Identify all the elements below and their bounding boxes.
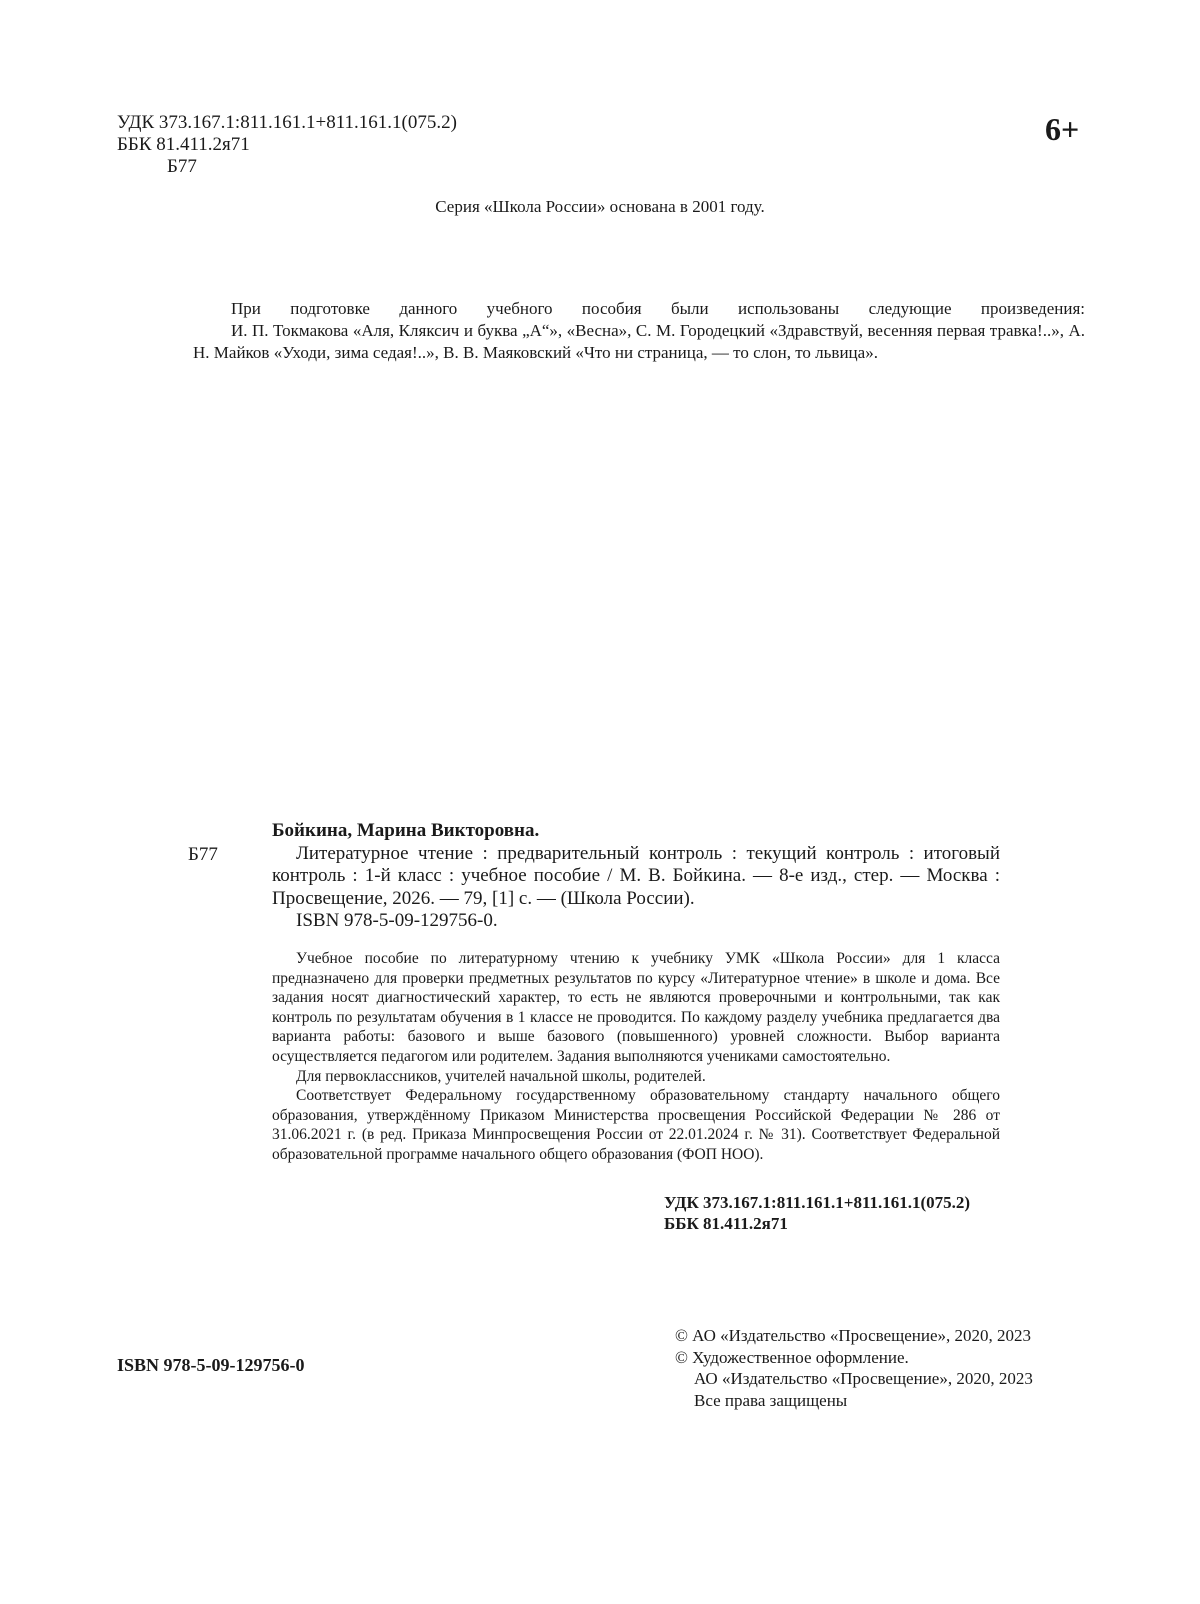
bibliographic-record (272, 820, 1000, 933)
works-intro: При подготовке данного учебного пособия были использованы следующие произведения: (231, 299, 1085, 318)
annotation-paragraph: Учебное пособие по литературному чтению к учебнику УМК «Школа России» для 1 класса предназначено для проверки предметных результатов по курсу «Литературное чтение» в школе и дома. Все задания носят диагностический характер, то есть не являются проверочными и контрольными, так как контроль по результатам обучения в 1 классе не проводится. По каждому разделу учебника предлагается два варианта работы: базового и выше базового (повышенного) уровней сложности. Выбор варианта осуществляется педагогом или родителем. Задания выполняются учениками самостоятельно. (272, 950, 1000, 1065)
works-list: И. П. Токмакова «Аля, Кляксич и буква „А“», «Весна», С. М. Городецкий «Здравствуй, весенняя первая травка!..», А. Н. Майков «Уходи, зима седая!..», В. В. Маяковский «Что ни страница, — то слон, то львица». (193, 321, 1085, 362)
age-rating: 6+ (1045, 111, 1080, 147)
series-note: Серия «Школа России» основана в 2001 году. (435, 197, 765, 216)
copyright-block (675, 1325, 1033, 1411)
udk-code: УДК 373.167.1:811.161.1+811.161.1(075.2) (117, 112, 457, 133)
annotation-paragraph: Для первоклассников, учителей начальной школы, родителей. (296, 1067, 706, 1085)
copyright-line: © Художественное оформление. (675, 1347, 909, 1367)
annotation (272, 949, 1000, 1165)
isbn-bottom: ISBN 978-5-09-129756-0 (117, 1355, 305, 1375)
copyright-line: АО «Издательство «Просвещение», 2020, 2023 (694, 1369, 1033, 1388)
record-author: Бойкина, Марина Викторовна. (272, 820, 540, 841)
author-mark: Б77 (167, 156, 197, 177)
record-author-mark: Б77 (188, 844, 218, 865)
rights-reserved: Все права защищены (694, 1390, 848, 1410)
footer-bbk-code: ББК 81.411.2я71 (664, 1214, 788, 1233)
classification-footer (664, 1192, 970, 1234)
copyright-line: © АО «Издательство «Просвещение», 2020, 2023 (675, 1326, 1032, 1345)
footer-udk-code: УДК 373.167.1:811.161.1+811.161.1(075.2) (664, 1193, 971, 1212)
bbk-code: ББК 81.411.2я71 (117, 134, 250, 155)
classification-header (117, 112, 457, 178)
record-description: Литературное чтение : предварительный контроль : текущий контроль : итоговый контроль : 1-й класс : учебное пособие / М. В. Бойкина. — 8-е изд., стер. — Москва : Просвещение, 2026. — 79, [1] с. — (Школа России). (272, 842, 1000, 909)
record-isbn: ISBN 978-5-09-129756-0. (296, 910, 498, 931)
works-used (193, 298, 1085, 364)
annotation-paragraph: Соответствует Федеральному государственному образовательному стандарту начального общего образования, утверждённому Приказом Министерства просвещения Российской Федерации № 286 от 31.06.2021 г. (в ред. Приказа Минпросвещения России от 22.01.2024 г. № 31). Соответствует Федеральной образовательной программе начального общего образования (ФОП НОО). (272, 1087, 1000, 1163)
